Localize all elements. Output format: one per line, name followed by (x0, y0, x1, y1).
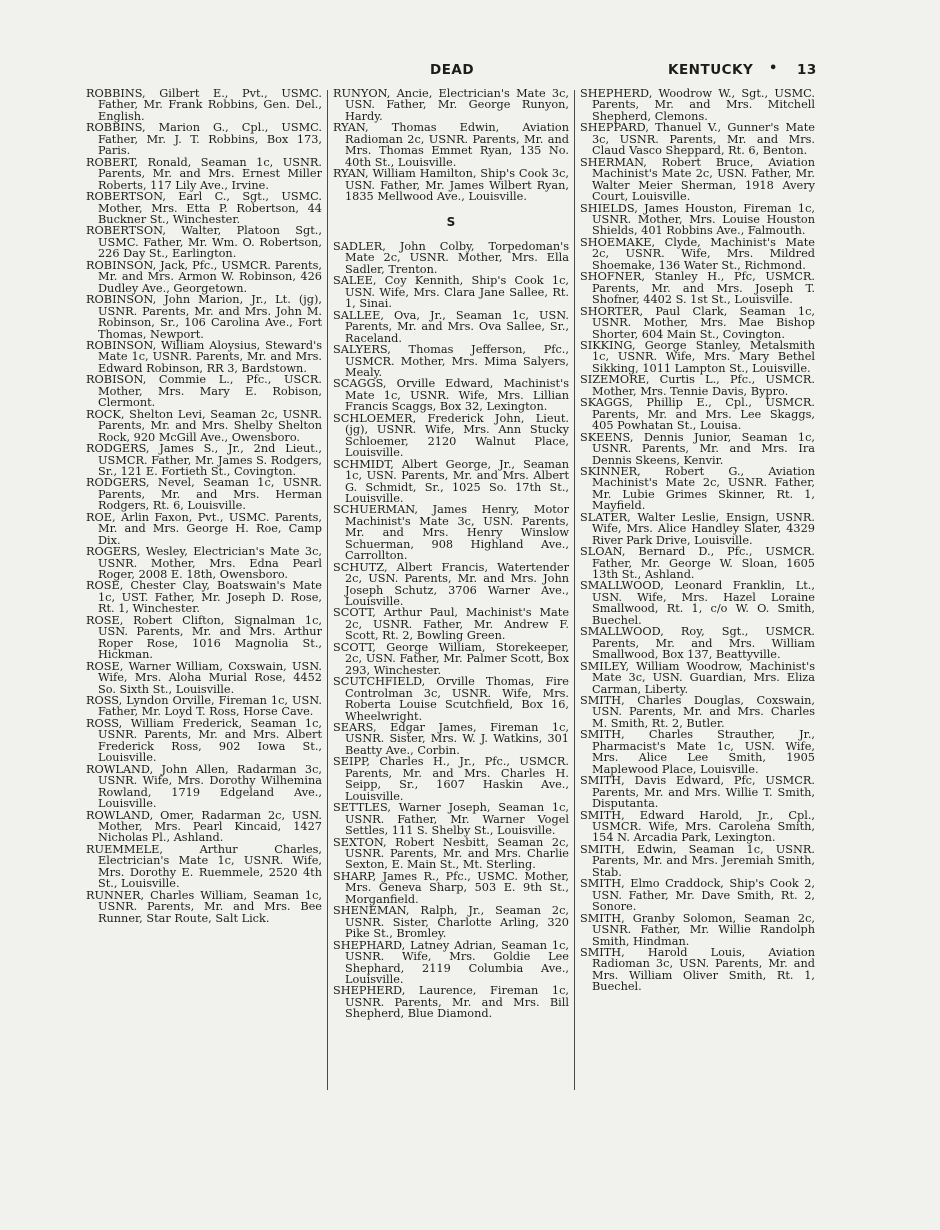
casualty-entry: SEIPP, Charles H., Jr., Pfc., USMCR. Parents, Mr. and Mrs. Charles H. Seipp, Sr., 1607 Haskin Ave., Louisville. (333, 755, 569, 803)
casualty-entry: ROBINSON, Jack, Pfc., USMCR. Parents, Mr. and Mrs. Armon W. Robinson, 426 Dudley Ave., Georgetown. (86, 258, 322, 295)
casualty-entry: SMITH, Granby Solomon, Seaman 2c, USNR. Father, Mr. Willie Randolph Smith, Hindman. (580, 911, 815, 948)
casualty-entry: SCHLOEMER, Frederick John, Lieut. (jg), USNR. Wife, Mrs. Ann Stucky Schloemer, 2120 Walnut Place, Louisville. (333, 411, 569, 460)
casualty-entry: SHERMAN, Robert Bruce, Aviation Machinist's Mate 2c, USN. Father, Mr. Walter Meier Sherman, 1918 Avery Court, Louisville. (580, 155, 815, 204)
casualty-entry: SCUTCHFIELD, Orville Thomas, Fire Controlman 3c, USNR. Wife, Mrs. Roberta Louise Scutchfield, Box 16, Wheelwright. (333, 675, 569, 723)
casualty-entry: ROWLAND, John Allen, Radarman 3c, USNR. Wife, Mrs. Dorothy Wilhemina Rowland, 1719 Edgeland Ave., Louisville. (86, 762, 322, 811)
casualty-entry: SMITH, Davis Edward, Pfc, USMCR. Parents, Mr. and Mrs. Willie T. Smith, Disputanta. (580, 774, 815, 811)
casualty-entry: RUNYON, Ancie, Electrician's Mate 3c, USN. Father, Mr. George Runyon, Hardy. (333, 88, 569, 123)
page-number: 13 (797, 62, 817, 78)
casualty-entry: ROSE, Chester Clay, Boatswain's Mate 1c, UST. Father, Mr. Joseph D. Rose, Rt. 1, Winchester. (86, 579, 322, 616)
casualty-entry: SHEPHERD, Laurence, Fireman 1c, USNR. Parents, Mr. and Mrs. Bill Shepherd, Blue Diamond. (333, 984, 569, 1021)
bullet-icon: • (769, 61, 778, 76)
casualty-entry: SKEENS, Dennis Junior, Seaman 1c, USNR. Parents, Mr. and Mrs. Ira Dennis Skeens, Kenvir. (580, 430, 815, 467)
column-divider-1 (327, 90, 328, 1090)
casualty-entry: SHORTER, Paul Clark, Seaman 1c, USNR. Mother, Mrs. Mae Bishop Shorter, 604 Main St., Covington. (580, 304, 815, 341)
casualty-entry: ROBINSON, William Aloysius, Steward's Mate 1c, USNR. Parents, Mr. and Mrs. Edward Robinson, RR 3, Bardstown. (86, 338, 322, 375)
casualty-entry: ROCK, Shelton Levi, Seaman 2c, USNR. Parents, Mr. and Mrs. Shelby Shelton Rock, 920 McGill Ave., Owensboro. (86, 407, 322, 444)
casualty-entry: SCOTT, George William, Storekeeper, 2c, USN. Father, Mr. Palmer Scott, Box 293, Winchester. (333, 640, 569, 677)
casualty-entry: SMALLWOOD, Leonard Franklin, Lt., USN. Wife, Mrs. Hazel Loraine Smallwood, Rt. 1, c/o W. O. Smith, Buechel. (580, 579, 815, 627)
casualty-entry: SCHUERMAN, James Henry, Motor Machinist's Mate 3c, USN. Parents, Mr. and Mrs. Henry Winslow Schuerman, 908 Highland Ave., Carrollton. (333, 503, 569, 563)
casualty-entry: RODGERS, Nevel, Seaman 1c, USNR. Parents, Mr. and Mrs. Herman Rodgers, Rt. 6, Louisville. (86, 476, 322, 513)
column-1 (86, 88, 322, 1188)
casualty-entry: RUNNER, Charles William, Seaman 1c, USNR. Parents, Mr. and Mrs. Bee Runner, Star Route, Salt Lick. (86, 888, 322, 925)
casualty-entry: ROBERTSON, Earl C., Sgt., USMC. Mother, Mrs. Etta P. Robertson, 44 Buckner St., Winchester. (86, 190, 322, 226)
casualty-entry: ROBBINS, Gilbert E., Pvt., USMC. Father, Mr. Frank Robbins, Gen. Del., English. (86, 88, 322, 123)
casualty-entry: SCOTT, Arthur Paul, Machinist's Mate 2c, USNR. Father, Mr. Andrew F. Scott, Rt. 2, Bowling Green. (333, 606, 569, 643)
casualty-entry: SMITH, Charles Douglas, Coxswain, USN. Parents, Mr. and Mrs. Charles M. Smith, Rt. 2, Butler. (580, 694, 815, 730)
casualty-entry: ROSE, Warner William, Coxswain, USN. Wife, Mrs. Aloha Murial Rose, 4452 So. Sixth St., Louisville. (86, 659, 322, 696)
column-2 (333, 88, 569, 1188)
casualty-entry: ROBERTSON, Walter, Platoon Sgt., USMC. Father, Mr. Wm. O. Robertson, 226 Day St., Earlington. (86, 224, 322, 261)
header-title: DEAD (430, 62, 475, 78)
casualty-entry: RODGERS, James S., Jr., 2nd Lieut., USMCR. Father, Mr. James S. Rodgers, Sr., 121 E. Fortieth St., Covington. (86, 442, 322, 478)
casualty-entry: SEXTON, Robert Nesbitt, Seaman 2c, USNR. Parents, Mr. and Mrs. Charlie Sexton, E. Main St., Mt. Sterling. (333, 835, 569, 872)
casualty-entry: ROSS, Lyndon Orville, Fireman 1c, USN. Father, Mr. Loyd T. Ross, Horse Cave. (86, 694, 322, 719)
casualty-entry: ROSE, Robert Clifton, Signalman 1c, USN. Parents, Mr. and Mrs. Arthur Roper Rose, 1016 Magnolia St., Hickman. (86, 613, 322, 662)
casualty-entry: SMITH, Elmo Craddock, Ship's Cook 2, USN. Father, Mr. Dave Smith, Rt. 2, Sonore. (580, 877, 815, 914)
section-letter: S (446, 214, 456, 229)
casualty-entry: SMITH, Edwin, Seaman 1c, USNR. Parents, Mr. and Mrs. Jeremiah Smith, Stab. (580, 842, 815, 879)
casualty-entry: SHARP, James R., Pfc., USMC. Mother, Mrs. Geneva Sharp, 503 E. 9th St., Morganfield. (333, 869, 569, 906)
header-state: KENTUCKY (668, 62, 754, 78)
casualty-entry: ROBINSON, John Marion, Jr., Lt. (jg), USNR. Parents, Mr. and Mrs. John M. Robinson, Sr., 106 Carolina Ave., Fort Thomas, Newport. (86, 293, 322, 341)
casualty-entry: SMITH, Edward Harold, Jr., Cpl., USMCR. Wife, Mrs. Carolena Smith, 154 N. Arcadia Park, Lexington. (580, 808, 815, 845)
casualty-entry: SMILEY, William Woodrow, Machinist's Mate 3c, USN. Guardian, Mrs. Eliza Carman, Liberty. (580, 659, 815, 696)
casualty-entry: SCHMIDT, Albert George, Jr., Seaman 1c, USN. Parents, Mr. and Mrs. Albert G. Schmidt, Sr., 1025 So. 17th St., Louisville. (333, 457, 569, 505)
casualty-entry: ROBERT, Ronald, Seaman 1c, USNR. Parents, Mr. and Mrs. Ernest Miller Roberts, 117 Lily Ave., Irvine. (86, 155, 322, 192)
casualty-entry: ROBBINS, Marion G., Cpl., USMC. Father, Mr. J. T. Robbins, Box 173, Paris. (86, 121, 322, 158)
casualty-entry: SIZEMORE, Curtis L., Pfc., USMCR. Mother, Mrs. Tennie Davis, Bypro. (580, 373, 815, 398)
casualty-entry: SKAGGS, Phillip E., Cpl., USMCR. Parents, Mr. and Mrs. Lee Skaggs, 405 Powhatan St., Louisa. (580, 396, 815, 433)
casualty-entry: SHEPHARD, Latney Adrian, Seaman 1c, USNR. Wife, Mrs. Goldie Lee Shephard, 2119 Columbia Ave., Louisville. (333, 938, 569, 986)
casualty-entry: SALEE, Coy Kennith, Ship's Cook 1c, USN. Wife, Mrs. Clara Jane Sallee, Rt. 1, Sinai. (333, 274, 569, 311)
casualty-entry: RUEMMELE, Arthur Charles, Electrician's Mate 1c, USNR. Wife, Mrs. Dorothy E. Ruemmele, 2520 4th St., Louisville. (86, 842, 322, 891)
casualty-entry: SIKKING, George Stanley, Metalsmith 1c, USNR. Wife, Mrs. Mary Bethel Sikking, 1011 Lampton St., Louisville. (580, 338, 815, 375)
casualty-entry: SALLEE, Ova, Jr., Seaman 1c, USN. Parents, Mr. and Mrs. Ova Sallee, Sr., Raceland. (333, 308, 569, 345)
casualty-entry: SMITH, Charles Strauther, Jr., Pharmacist's Mate 1c, USN. Wife, Mrs. Alice Lee Smith, 1905 Maplewood Place, Louisville. (580, 728, 815, 776)
casualty-entry: SETTLES, Warner Joseph, Seaman 1c, USNR. Father, Mr. Warner Vogel Settles, 111 S. Shelby St., Louisville. (333, 801, 569, 838)
casualty-entry: RYAN, William Hamilton, Ship's Cook 3c, USN. Father, Mr. James Wilbert Ryan, 1835 Mellwood Ave., Louisville. (333, 167, 569, 204)
page-header (0, 62, 940, 82)
casualty-entry: ROBISON, Commie L., Pfc., USCR. Mother, Mrs. Mary E. Robison, Clermont. (86, 373, 322, 410)
casualty-entry: SHEPHERD, Woodrow W., Sgt., USMC. Parents, Mr. and Mrs. Mitchell Shepherd, Clemons. (580, 88, 815, 123)
casualty-entry: SALYERS, Thomas Jefferson, Pfc., USMCR. Mother, Mrs. Mima Salyers, Mealy. (333, 343, 569, 379)
casualty-entry: SHIELDS, James Houston, Fireman 1c, USNR. Mother, Mrs. Louise Houston Shields, 401 Robbins Ave., Falmouth. (580, 201, 815, 238)
casualty-entry: ROE, Arlin Faxon, Pvt., USMC. Parents, Mr. and Mrs. George H. Roe, Camp Dix. (86, 510, 322, 547)
column-3 (580, 88, 815, 1188)
casualty-entry: SHEPPARD, Thanuel V., Gunner's Mate 3c, USNR. Parents, Mr. and Mrs. Claud Vasco Sheppard, Rt. 6, Benton. (580, 121, 815, 158)
casualty-entry: SCAGGS, Orville Edward, Machinist's Mate 1c, USNR. Wife, Mrs. Lillian Francis Scaggs, Box 32, Lexington. (333, 377, 569, 414)
casualty-entry: SMITH, Harold Louis, Aviation Radioman 3c, USN. Parents, Mr. and Mrs. William Oliver Smith, Rt. 1, Buechel. (580, 945, 815, 994)
casualty-entry: SEARS, Edgar James, Fireman 1c, USNR. Sister, Mrs. W. J. Watkins, 301 Beatty Ave., Corbin. (333, 721, 569, 757)
casualty-entry: SMALLWOOD, Roy, Sgt., USMCR. Parents, Mr. and Mrs. William Smallwood, Box 137, Beattyville. (580, 625, 815, 662)
casualty-entry: SLATER, Walter Leslie, Ensign, USNR. Wife, Mrs. Alice Handley Slater, 4329 River Park Drive, Louisville. (580, 510, 815, 547)
casualty-entry: SHOFNER, Stanley H., Pfc, USMCR. Parents, Mr. and Mrs. Joseph T. Shofner, 4402 S. 1st St., Louisville. (580, 270, 815, 307)
casualty-entry: RYAN, Thomas Edwin, Aviation Radioman 2c, USNR. Parents, Mr. and Mrs. Thomas Emmet Ryan, 135 No. 40th St., Louisville. (333, 121, 569, 169)
casualty-entry: SCHUTZ, Albert Francis, Watertender 2c, USN. Parents, Mr. and Mrs. John Joseph Schutz, 3706 Warner Ave., Louisville. (333, 560, 569, 609)
casualty-entry: ROWLAND, Omer, Radarman 2c, USN. Mother, Mrs. Pearl Kincaid, 1427 Nicholas Pl., Ashland. (86, 808, 322, 845)
casualty-entry: SHOEMAKE, Clyde, Machinist's Mate 2c, USNR. Wife, Mrs. Mildred Shoemake, 136 Water St., Richmond. (580, 235, 815, 272)
casualty-entry: ROGERS, Wesley, Electrician's Mate 3c, USNR. Mother, Mrs. Edna Pearl Roger, 2008 E. 18th, Owensboro. (86, 545, 322, 582)
casualty-entry: ROSS, William Frederick, Seaman 1c, USNR. Parents, Mr. and Mrs. Albert Frederick Ross, 902 Iowa St., Louisville. (86, 716, 322, 765)
casualty-entry: SHENEMAN, Ralph, Jr., Seaman 2c, USNR. Sister, Charlotte Arling, 320 Pike St., Bromley. (333, 904, 569, 941)
casualty-entry: SKINNER, Robert G., Aviation Machinist's Mate 2c, USNR. Father, Mr. Lubie Grimes Skinner, Rt. 1, Mayfield. (580, 464, 815, 513)
column-divider-2 (574, 90, 575, 1090)
casualty-entry: SLOAN, Bernard D., Pfc., USMCR. Father, Mr. George W. Sloan, 1605 13th St., Ashland. (580, 545, 815, 582)
casualty-entry: SADLER, John Colby, Torpedoman's Mate 2c, USNR. Mother, Mrs. Ella Sadler, Trenton. (333, 239, 569, 276)
